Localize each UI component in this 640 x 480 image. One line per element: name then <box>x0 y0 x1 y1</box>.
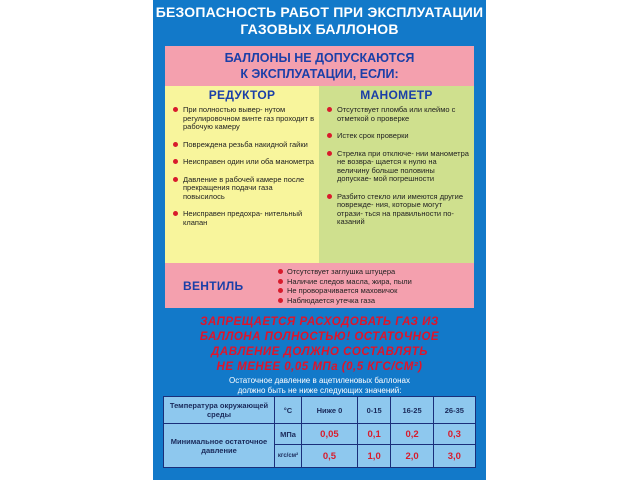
list-item <box>319 106 474 123</box>
bullet-icon <box>327 151 332 156</box>
item-text: Отсутствует заглушка штуцера <box>287 267 396 276</box>
list-item <box>165 176 319 202</box>
item-text: Наличие следов масла, жира, пыли <box>287 276 412 286</box>
item-text: Повреждена резьба накидной гайки <box>183 139 308 149</box>
item-text: Наблюдается утечка газа <box>287 295 375 305</box>
bullet-icon <box>327 194 332 199</box>
temp-label-cell: Температура окружающей среды <box>164 397 275 424</box>
item-text: Неисправен один или оба манометра <box>183 157 314 166</box>
mpa-value-cell: 0,2 <box>391 424 433 445</box>
warning-line: ДАВЛЕНИЕ ДОЛЖНО СОСТАВЛЯТЬ <box>211 346 428 358</box>
valve-heading: ВЕНТИЛЬ <box>183 279 244 293</box>
mpa-value-cell: 0,1 <box>357 424 391 445</box>
bullet-icon <box>173 142 178 147</box>
pressure-note <box>153 376 486 395</box>
kgf-value-cell: 2,0 <box>391 445 433 468</box>
list-item <box>319 132 474 141</box>
note-line: должно быть не ниже следующих значений: <box>237 385 402 395</box>
note-line: Остаточное давление в ацетиленовых баллонах <box>228 376 410 385</box>
gauge-list <box>319 106 474 227</box>
pressure-table <box>163 396 476 468</box>
list-item <box>319 150 474 184</box>
safety-poster <box>153 0 486 480</box>
gauge-heading: МАНОМЕТР <box>360 88 433 102</box>
item-text: Давление в рабочей камере после прекращения подачи газа повысилось <box>183 174 305 201</box>
list-item <box>165 106 319 132</box>
reducer-heading: РЕДУКТОР <box>208 88 276 102</box>
valve-section <box>165 263 474 308</box>
item-text: Разбито стекло или имеются другие поврежде- ния, которые могут отрази- ться на правильности по- казаний <box>337 191 464 226</box>
range-cell: 26-35 <box>433 397 475 424</box>
bullet-icon <box>173 159 178 164</box>
item-text: Неисправен предохра- нительный клапан <box>183 209 303 227</box>
warning-line: БАЛЛОНА ПОЛНОСТЬЮ! ОСТАТОЧНОЕ <box>199 331 440 343</box>
reducer-list <box>165 106 319 227</box>
warning-line: НЕ МЕНЕЕ 0,05 МПа (0,5 КГС/СМ²) <box>216 361 423 373</box>
item-text: Истек срок проверки <box>337 131 409 140</box>
reducer-section <box>165 86 319 263</box>
mpa-value-cell: 0,3 <box>433 424 475 445</box>
banner-line: К ЭКСПЛУАТАЦИИ, ЕСЛИ: <box>240 67 399 81</box>
bullet-icon <box>327 133 332 138</box>
kgf-value-cell: 1,0 <box>357 445 391 468</box>
item-text: Стрелка при отключе- нии манометра не возвра- щается к нулю на величину больше половины допускае- мой погрешности <box>337 148 469 183</box>
range-cell: Ниже 0 <box>302 397 358 424</box>
range-cell: 16-25 <box>391 397 433 424</box>
prohibition-banner <box>165 46 474 86</box>
list-item <box>277 277 412 287</box>
bullet-icon <box>173 107 178 112</box>
list-item <box>277 286 412 296</box>
unit-mpa-cell: МПа <box>275 424 302 445</box>
unit-kgf-cell: кгс/см² <box>275 445 302 468</box>
bullet-icon <box>278 269 283 274</box>
bullet-icon <box>278 288 283 293</box>
list-item <box>165 158 319 167</box>
kgf-value-cell: 3,0 <box>433 445 475 468</box>
title-line: БЕЗОПАСНОСТЬ РАБОТ ПРИ ЭКСПЛУАТАЦИИ <box>155 4 484 20</box>
kgf-value-cell: 0,5 <box>302 445 358 468</box>
poster-title <box>153 4 486 38</box>
bullet-icon <box>173 177 178 182</box>
table-row <box>164 397 476 424</box>
valve-list <box>277 267 412 305</box>
range-cell: 0-15 <box>357 397 391 424</box>
warning-line: ЗАПРЕЩАЕТСЯ РАСХОДОВАТЬ ГАЗ ИЗ <box>200 316 439 328</box>
warning-text <box>153 315 486 375</box>
mpa-value-cell: 0,05 <box>302 424 358 445</box>
list-item <box>165 141 319 150</box>
min-pressure-label-cell: Минимальное остаточное давление <box>164 424 275 468</box>
list-item <box>277 296 412 306</box>
bullet-icon <box>173 211 178 216</box>
item-text: Не проворачивается маховичок <box>287 286 398 295</box>
bullet-icon <box>278 298 283 303</box>
bullet-icon <box>278 279 283 284</box>
gauge-section <box>319 86 474 263</box>
item-text: Отсутствует пломба или клеймо с отметкой о проверке <box>337 105 456 123</box>
list-item <box>277 267 412 277</box>
banner-line: БАЛЛОНЫ НЕ ДОПУСКАЮТСЯ <box>224 51 415 65</box>
list-item <box>319 193 474 227</box>
list-item <box>165 210 319 227</box>
temp-unit-cell: °С <box>275 397 302 424</box>
table-row <box>164 424 476 445</box>
bullet-icon <box>327 107 332 112</box>
item-text: При полностью вывер- нутом регулировочном винте газ проходит в рабочую камеру <box>183 105 315 131</box>
title-line: ГАЗОВЫХ БАЛЛОНОВ <box>240 21 399 37</box>
